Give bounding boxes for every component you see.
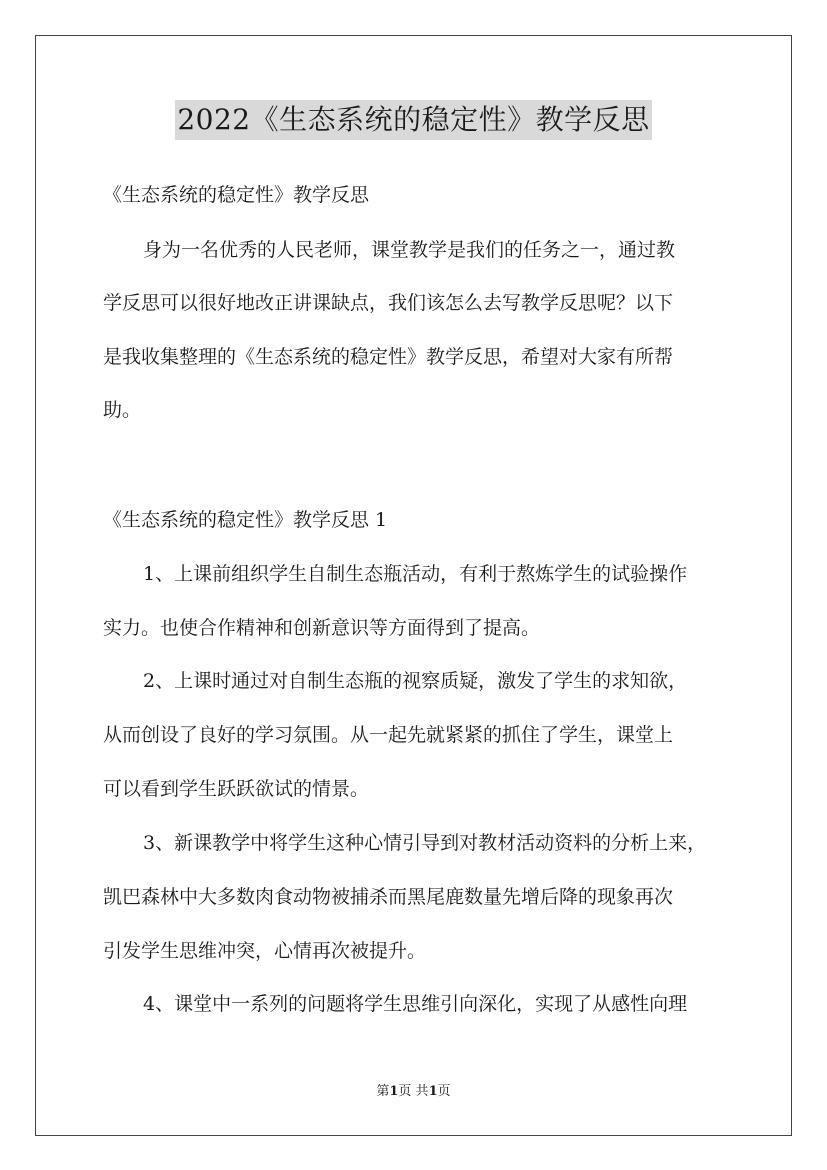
page-label-post: 页: [437, 1084, 451, 1099]
paragraph-line: 助。: [103, 399, 142, 421]
paragraph-line: 实力。也使合作精神和创新意识等方面得到了提高。: [103, 617, 541, 639]
page-label-mid: 页 共: [398, 1084, 429, 1099]
paragraph-line: 1、上课前组织学生自制生态瓶活动，有利于熬炼学生的试验操作: [143, 563, 688, 585]
paragraph-line: 引发学生思维冲突，心情再次被提升。: [103, 940, 427, 962]
paragraph-line: 2、上课时通过对自制生态瓶的视察质疑，激发了学生的求知欲，: [143, 670, 688, 692]
section-heading: 《生态系统的稳定性》教学反思 1: [103, 509, 388, 531]
paragraph-line: 身为一名优秀的人民老师，课堂教学是我们的任务之一，通过教: [143, 239, 676, 261]
title-container: [0, 100, 827, 140]
paragraph-line: 学反思可以很好地改正讲课缺点，我们该怎么去写教学反思呢？以下: [103, 292, 674, 314]
paragraph-line: 3、新课教学中将学生这种心情引导到对教材活动资料的分析上来，: [143, 832, 707, 854]
page-current: 1: [389, 1084, 399, 1099]
page-number-footer: [0, 1083, 827, 1101]
paragraph-line: 4、课堂中一系列的问题将学生思维引向深化，实现了从感性向理: [143, 993, 688, 1015]
paragraph-line: 从而创设了良好的学习氛围。从一起先就紧紧的抓住了学生，课堂上: [103, 724, 674, 746]
page-total: 1: [428, 1084, 438, 1099]
document-title: 2022《生态系统的稳定性》教学反思: [175, 100, 651, 140]
paragraph-line: 凯巴森林中大多数肉食动物被捕杀而黑尾鹿数量先增后降的现象再次: [103, 886, 674, 908]
page-label-pre: 第: [376, 1084, 390, 1099]
paragraph-line: 是我收集整理的《生态系统的稳定性》教学反思，希望对大家有所帮: [103, 346, 674, 368]
paragraph-line: 可以看到学生跃跃欲试的情景。: [103, 778, 370, 800]
subtitle-line: 《生态系统的稳定性》教学反思: [103, 184, 370, 206]
